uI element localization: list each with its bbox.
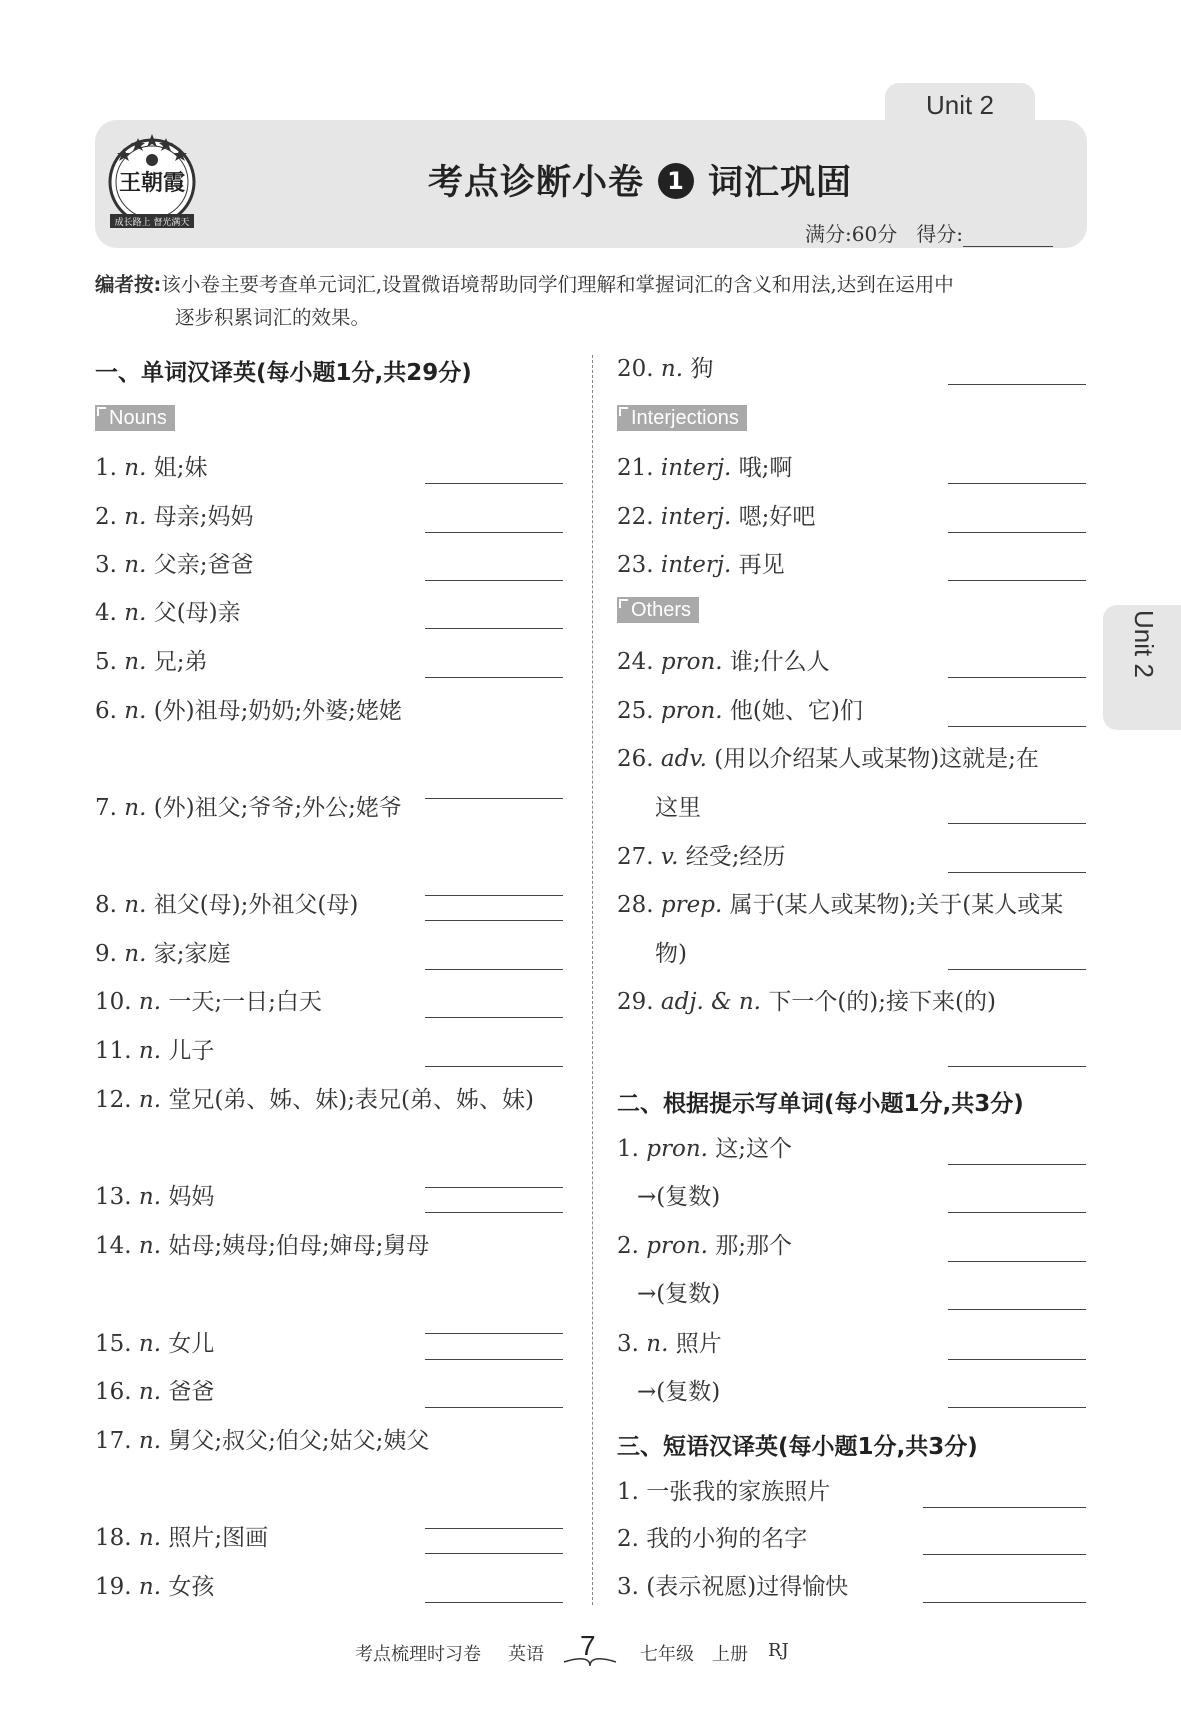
answer-blank[interactable] xyxy=(948,580,1086,581)
item-number: 24. xyxy=(617,649,654,675)
question-item xyxy=(95,1231,429,1261)
item-number: 1. xyxy=(617,1136,639,1162)
footer-grade: 七年级 xyxy=(640,1644,694,1665)
answer-blank[interactable] xyxy=(948,1407,1086,1408)
part-of-speech: n. xyxy=(124,455,147,481)
question-item xyxy=(95,598,241,628)
question-item xyxy=(617,1231,792,1261)
question-item xyxy=(95,1182,214,1212)
item-text: 父(母)亲 xyxy=(153,600,241,626)
section-title: 三、短语汉译英(每小题1分,共3分) xyxy=(617,1434,978,1460)
part-of-speech: pron. xyxy=(660,698,723,724)
plural-row xyxy=(637,1182,720,1212)
item-text: 姐;妹 xyxy=(153,455,208,481)
answer-blank[interactable] xyxy=(425,628,563,629)
item-number: 26. xyxy=(617,746,654,772)
answer-blank[interactable] xyxy=(425,1359,563,1360)
part-of-speech: pron. xyxy=(646,1136,708,1162)
editor-note xyxy=(95,268,1085,334)
item-text: 家;家庭 xyxy=(153,941,231,967)
item-text: 狗 xyxy=(690,356,714,382)
question-item xyxy=(617,1329,722,1359)
answer-blank[interactable] xyxy=(425,920,563,921)
item-text: 他(她、它)们 xyxy=(729,698,863,724)
item-text: 儿子 xyxy=(168,1038,215,1064)
title-suffix: 词汇巩固 xyxy=(708,163,853,203)
item-number: 2. xyxy=(95,504,117,530)
footer xyxy=(0,1630,1181,1670)
part-of-speech: n. xyxy=(124,649,147,675)
part-of-speech: interj. xyxy=(660,455,732,481)
item-text: 一张我的家族照片 xyxy=(646,1479,831,1505)
question-item xyxy=(95,647,207,677)
answer-blank[interactable] xyxy=(425,1212,563,1213)
part-of-speech: adj. & n. xyxy=(660,989,761,1015)
part-of-speech: n. xyxy=(124,552,147,578)
answer-blank[interactable] xyxy=(425,1066,563,1067)
item-text: 爸爸 xyxy=(168,1379,215,1405)
item-text: 下一个(的);接下来(的) xyxy=(768,989,996,1015)
question-item xyxy=(95,1426,429,1456)
question-item xyxy=(95,453,207,483)
answer-blank[interactable] xyxy=(425,1553,563,1554)
part-of-speech: n. xyxy=(660,356,684,382)
part-of-speech: n. xyxy=(138,989,162,1015)
question-item xyxy=(617,453,792,483)
item-number: 2. xyxy=(617,1526,639,1552)
item-text: 这;这个 xyxy=(715,1136,793,1162)
question-item xyxy=(95,1036,214,1066)
item-number: 18. xyxy=(95,1525,132,1551)
item-number: 21. xyxy=(617,455,654,481)
score-line xyxy=(805,218,1053,247)
part-of-speech: n. xyxy=(138,1184,162,1210)
item-number: 3. xyxy=(95,552,117,578)
answer-blank[interactable] xyxy=(425,1528,563,1529)
plural-row xyxy=(637,1279,720,1309)
item-text: 女孩 xyxy=(168,1574,215,1600)
svg-text:成长路上 督光满天: 成长路上 督光满天 xyxy=(114,218,190,228)
item-number: 1. xyxy=(617,1479,639,1505)
item-text: (用以介绍某人或某物)这就是;在 xyxy=(714,746,1039,772)
item-text: 祖父(母);外祖父(母) xyxy=(153,892,359,918)
item-number: 3. xyxy=(617,1331,639,1357)
answer-blank[interactable] xyxy=(425,1602,563,1603)
question-item-continued xyxy=(655,939,687,969)
answer-blank[interactable] xyxy=(948,384,1086,385)
answer-blank[interactable] xyxy=(948,1066,1086,1067)
item-text: 哦;啊 xyxy=(738,455,793,481)
item-text: (表示祝愿)过得愉快 xyxy=(646,1574,849,1600)
part-of-speech: n. xyxy=(124,504,147,530)
part-of-speech: v. xyxy=(660,844,679,870)
item-number: 8. xyxy=(95,892,117,918)
part-of-speech: n. xyxy=(124,892,147,918)
answer-blank[interactable] xyxy=(948,532,1086,533)
part-of-speech: n. xyxy=(138,1428,162,1454)
item-number: 7. xyxy=(95,795,117,821)
footer-subject: 英语 xyxy=(508,1644,544,1665)
item-text: 照片;图画 xyxy=(168,1525,269,1551)
item-number: 10. xyxy=(95,989,132,1015)
answer-blank[interactable] xyxy=(948,969,1086,970)
item-text: (外)祖母;奶奶;外婆;姥姥 xyxy=(153,698,402,724)
logo xyxy=(104,130,200,236)
question-item xyxy=(617,987,996,1017)
answer-blank[interactable] xyxy=(425,677,563,678)
item-number: 27. xyxy=(617,844,654,870)
item-text: 兄;弟 xyxy=(153,649,208,675)
item-number: 16. xyxy=(95,1379,132,1405)
item-text-continued: 这里 xyxy=(655,795,701,821)
question-item xyxy=(95,1329,214,1359)
title-prefix: 考点诊断小卷 xyxy=(427,163,644,203)
item-number: 2. xyxy=(617,1233,639,1259)
footer-volume: 上册 xyxy=(712,1644,748,1665)
question-item xyxy=(95,1523,268,1553)
answer-blank[interactable] xyxy=(923,1602,1086,1603)
page-title xyxy=(200,155,1080,205)
note-line1: 该小卷主要考查单元词汇,设置微语境帮助同学们理解和掌握词汇的含义和用法,达到在运用中 xyxy=(161,273,954,296)
item-text: 母亲;妈妈 xyxy=(153,504,254,530)
page-number: 7 xyxy=(580,1630,596,1661)
answer-blank[interactable] xyxy=(948,823,1086,824)
column-divider xyxy=(592,355,593,1605)
answer-blank[interactable] xyxy=(425,1333,563,1334)
item-text: 嗯;好吧 xyxy=(738,504,816,530)
question-item xyxy=(617,696,863,726)
question-item xyxy=(95,987,322,1017)
answer-blank[interactable] xyxy=(425,798,563,799)
item-number: 12. xyxy=(95,1087,132,1113)
question-item xyxy=(617,890,1063,920)
part-of-speech: n. xyxy=(138,1525,162,1551)
answer-blank[interactable] xyxy=(425,483,563,484)
answer-blank[interactable] xyxy=(948,677,1086,678)
question-item xyxy=(95,793,402,823)
item-number: 19. xyxy=(95,1574,132,1600)
question-item xyxy=(95,939,230,969)
question-item xyxy=(95,890,358,920)
answer-blank[interactable] xyxy=(425,580,563,581)
answer-blank[interactable] xyxy=(425,532,563,533)
part-of-speech: n. xyxy=(138,1574,162,1600)
item-text: 我的小狗的名字 xyxy=(646,1526,808,1552)
plural-prompt: →(复数) xyxy=(637,1379,721,1405)
score-label: 得分: xyxy=(916,222,964,246)
answer-blank[interactable] xyxy=(948,1359,1086,1360)
item-number: 13. xyxy=(95,1184,132,1210)
part-of-speech: adv. xyxy=(660,746,707,772)
item-number: 28. xyxy=(617,892,654,918)
answer-blank[interactable] xyxy=(948,483,1086,484)
footer-series: 考点梳理时习卷 xyxy=(355,1644,481,1665)
answer-blank[interactable] xyxy=(948,872,1086,873)
part-of-speech: n. xyxy=(138,1233,162,1259)
question-item xyxy=(617,354,713,384)
part-of-speech: interj. xyxy=(660,552,732,578)
question-item xyxy=(95,1572,214,1602)
unit-tab: Unit 2 xyxy=(885,83,1035,125)
item-text: 父亲;爸爸 xyxy=(153,552,254,578)
svg-text:王朝霞: 王朝霞 xyxy=(118,170,186,196)
item-number: 29. xyxy=(617,989,654,1015)
item-text: 谁;什么人 xyxy=(729,649,830,675)
question-item xyxy=(617,744,1039,774)
item-text: 经受;经历 xyxy=(685,844,786,870)
item-text: 妈妈 xyxy=(168,1184,215,1210)
answer-blank[interactable] xyxy=(425,1187,563,1188)
section-title: 二、根据提示写单词(每小题1分,共3分) xyxy=(617,1091,1024,1117)
item-text: 姑母;姨母;伯母;婶母;舅母 xyxy=(168,1233,430,1259)
answer-blank[interactable] xyxy=(923,1507,1086,1508)
answer-blank[interactable] xyxy=(923,1554,1086,1555)
phrase-item xyxy=(617,1477,830,1507)
part-of-speech: n. xyxy=(138,1379,162,1405)
item-text: 女儿 xyxy=(168,1331,215,1357)
question-item xyxy=(617,842,786,872)
note-line2: 逐步积累词汇的效果。 xyxy=(175,306,371,329)
answer-blank[interactable] xyxy=(948,1164,1086,1165)
item-number: 4. xyxy=(95,600,117,626)
answer-blank[interactable] xyxy=(948,1261,1086,1262)
question-item xyxy=(617,502,815,532)
part-of-speech: n. xyxy=(124,698,147,724)
item-text: 再见 xyxy=(738,552,785,578)
section-title: 一、单词汉译英(每小题1分,共29分) xyxy=(95,360,472,386)
item-number: 17. xyxy=(95,1428,132,1454)
item-number: 9. xyxy=(95,941,117,967)
plural-row xyxy=(637,1377,720,1407)
item-number: 23. xyxy=(617,552,654,578)
question-item xyxy=(95,1377,214,1407)
item-number: 5. xyxy=(95,649,117,675)
note-label: 编者按: xyxy=(95,273,162,296)
question-item xyxy=(95,550,253,580)
question-item xyxy=(95,1085,534,1115)
item-text: (外)祖父;爷爷;外公;姥爷 xyxy=(153,795,402,821)
item-text: 一天;一日;白天 xyxy=(168,989,322,1015)
question-item xyxy=(95,696,402,726)
category-label: Interjections xyxy=(617,405,747,431)
item-text-continued: 物) xyxy=(655,941,687,967)
item-text: 属于(某人或某物);关于(某人或某 xyxy=(729,892,1064,918)
item-number: 11. xyxy=(95,1038,132,1064)
item-number: 3. xyxy=(617,1574,639,1600)
part-of-speech: interj. xyxy=(660,504,732,530)
answer-blank[interactable] xyxy=(948,726,1086,727)
item-number: 6. xyxy=(95,698,117,724)
category-label: Others xyxy=(617,597,699,623)
part-of-speech: prep. xyxy=(660,892,723,918)
item-number: 25. xyxy=(617,698,654,724)
score-blank[interactable] xyxy=(963,228,1053,247)
part-of-speech: n. xyxy=(138,1038,162,1064)
item-number: 14. xyxy=(95,1233,132,1259)
item-text: 堂兄(弟、姊、妹);表兄(弟、姊、妹) xyxy=(168,1087,534,1113)
item-text: 舅父;叔父;伯父;姑父;姨父 xyxy=(168,1428,430,1454)
item-number: 20. xyxy=(617,356,654,382)
answer-blank[interactable] xyxy=(948,1309,1086,1310)
question-item-continued xyxy=(655,793,701,823)
item-text: 那;那个 xyxy=(715,1233,793,1259)
part-of-speech: n. xyxy=(124,600,147,626)
part-of-speech: n. xyxy=(124,795,147,821)
question-item xyxy=(617,550,785,580)
answer-blank[interactable] xyxy=(425,1407,563,1408)
plural-prompt: →(复数) xyxy=(637,1184,721,1210)
footer-edition: RJ xyxy=(768,1640,789,1661)
category-label: Nouns xyxy=(95,405,175,431)
answer-blank[interactable] xyxy=(425,1017,563,1018)
item-number: 22. xyxy=(617,504,654,530)
question-item xyxy=(617,1134,792,1164)
part-of-speech: n. xyxy=(138,1331,162,1357)
question-item xyxy=(617,647,830,677)
question-item xyxy=(95,502,253,532)
plural-prompt: →(复数) xyxy=(637,1281,721,1307)
title-number: 1 xyxy=(658,163,694,199)
phrase-item xyxy=(617,1572,848,1602)
answer-blank[interactable] xyxy=(948,1212,1086,1213)
part-of-speech: n. xyxy=(124,941,147,967)
full-score: 满分:60分 xyxy=(805,222,898,246)
item-text: 照片 xyxy=(675,1331,722,1357)
item-number: 15. xyxy=(95,1331,132,1357)
item-number: 1. xyxy=(95,455,117,481)
part-of-speech: pron. xyxy=(660,649,723,675)
answer-blank[interactable] xyxy=(425,895,563,896)
answer-blank[interactable] xyxy=(425,969,563,970)
side-unit-tab: Unit 2 xyxy=(1103,605,1181,730)
part-of-speech: pron. xyxy=(646,1233,708,1259)
phrase-item xyxy=(617,1524,807,1554)
part-of-speech: n. xyxy=(646,1331,669,1357)
part-of-speech: n. xyxy=(138,1087,162,1113)
